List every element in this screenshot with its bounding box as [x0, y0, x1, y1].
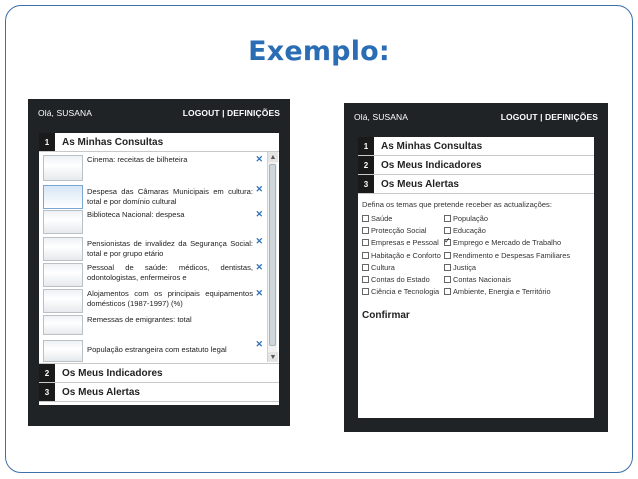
topic-checkbox-item[interactable] — [444, 251, 584, 260]
confirm-button[interactable]: Confirmar — [362, 310, 410, 322]
query-title: Remessas de emigrantes: total — [87, 315, 192, 324]
right-topbar — [344, 103, 608, 131]
logout-settings-links[interactable]: LOGOUT | DEFINIÇÕES — [182, 108, 280, 118]
list-item[interactable] — [43, 315, 261, 335]
query-title: Biblioteca Nacional: despesa — [87, 210, 185, 219]
list-item[interactable] — [43, 237, 261, 261]
topic-checkbox-item[interactable] — [362, 263, 444, 272]
topic-checkbox-item[interactable] — [362, 238, 444, 247]
checkbox[interactable] — [362, 227, 369, 234]
checkbox-checked[interactable] — [444, 239, 451, 246]
left-accordion — [39, 133, 279, 405]
topic-label: Cultura — [371, 262, 395, 272]
section-label: Os Meus Alertas — [381, 178, 459, 190]
checkbox[interactable] — [444, 252, 451, 259]
checkbox[interactable] — [362, 264, 369, 271]
section-label: As Minhas Consultas — [381, 140, 483, 152]
topic-label: Justiça — [453, 262, 477, 272]
chart-thumbnail — [43, 263, 83, 287]
alerts-form — [358, 194, 594, 323]
close-icon[interactable]: ✕ — [255, 154, 263, 164]
scroll-thumb[interactable] — [269, 164, 276, 346]
section-label: As Minhas Consultas — [62, 136, 164, 148]
topic-checkbox-item[interactable] — [444, 238, 584, 247]
topic-checkbox-item[interactable] — [444, 226, 584, 235]
topic-label: Contas do Estado — [371, 274, 430, 284]
chart-thumbnail — [43, 315, 83, 335]
topic-label: Ciência e Tecnologia — [371, 287, 440, 297]
section-my-queries[interactable] — [358, 137, 594, 156]
section-number: 2 — [358, 156, 374, 174]
list-item[interactable] — [43, 340, 261, 362]
list-item[interactable] — [43, 185, 261, 209]
close-icon[interactable]: ✕ — [255, 209, 263, 219]
checkbox[interactable] — [362, 276, 369, 283]
section-my-indicators[interactable] — [39, 364, 279, 383]
list-item[interactable] — [43, 289, 261, 313]
section-number: 2 — [39, 364, 55, 382]
section-my-alerts[interactable] — [39, 383, 279, 402]
topic-checkbox-item[interactable] — [444, 214, 584, 223]
query-title: População estrangeira com estatuto legal — [87, 345, 227, 354]
chart-thumbnail — [43, 155, 83, 181]
section-number: 3 — [358, 175, 374, 193]
close-icon[interactable]: ✕ — [255, 288, 263, 298]
topic-checkbox-item[interactable] — [362, 226, 444, 235]
right-accordion — [358, 137, 594, 418]
checkbox[interactable] — [362, 288, 369, 295]
topic-label: Habitação e Conforto — [371, 250, 441, 260]
chart-thumbnail — [43, 210, 83, 234]
topic-label: Educação — [453, 226, 486, 236]
topic-checkbox-item[interactable] — [362, 275, 444, 284]
close-icon[interactable]: ✕ — [255, 184, 263, 194]
checkbox[interactable] — [362, 239, 369, 246]
logout-settings-links[interactable]: LOGOUT | DEFINIÇÕES — [500, 112, 598, 122]
left-topbar — [28, 99, 290, 127]
topic-label: Protecção Social — [371, 226, 427, 236]
scroll-down-icon[interactable]: ▼ — [269, 353, 277, 361]
section-number: 1 — [39, 133, 55, 151]
section-my-indicators[interactable] — [358, 156, 594, 175]
scroll-up-icon[interactable]: ▲ — [269, 153, 277, 161]
user-greeting: Olá, SUSANA — [38, 108, 93, 118]
topic-label: População — [453, 214, 488, 223]
close-icon[interactable]: ✕ — [255, 236, 263, 246]
topic-label: Ambiente, Energia e Território — [453, 287, 551, 297]
checkbox[interactable] — [444, 288, 451, 295]
topic-label: Contas Nacionais — [453, 274, 511, 284]
checkbox[interactable] — [444, 215, 451, 222]
list-item[interactable] — [43, 155, 261, 181]
right-panel — [344, 103, 608, 432]
query-title: Despesa das Câmaras Municipais em cultura: total e por domínio cultural — [87, 187, 253, 207]
chart-thumbnail — [43, 185, 83, 209]
topic-checkbox-item[interactable] — [362, 251, 444, 260]
topic-checkbox-item[interactable] — [362, 214, 444, 223]
topic-checkbox-item[interactable] — [444, 287, 584, 296]
section-number: 1 — [358, 137, 374, 155]
topic-checkbox-item[interactable] — [444, 275, 584, 284]
chart-thumbnail — [43, 289, 83, 313]
topic-label: Emprego e Mercado de Trabalho — [453, 238, 562, 248]
left-panel — [28, 99, 290, 426]
checkbox[interactable] — [444, 227, 451, 234]
section-my-queries[interactable] — [39, 133, 279, 152]
topic-label: Empresas e Pessoal — [371, 238, 439, 248]
query-title: Pessoal de saúde: médicos, dentistas, odontologistas, enfermeiros e — [87, 263, 253, 283]
query-title: Cinema: receitas de bilheteira — [87, 155, 188, 164]
section-number: 3 — [39, 383, 55, 401]
close-icon[interactable]: ✕ — [255, 339, 263, 349]
topic-checkbox-item[interactable] — [362, 287, 444, 296]
section-my-alerts[interactable] — [358, 175, 594, 194]
topic-checkbox-item[interactable] — [444, 263, 584, 272]
alerts-intro: Defina os temas que pretende receber as actualizações: — [362, 200, 552, 209]
query-title: Pensionistas de invalidez da Segurança Social: total e por grupo etário — [87, 239, 253, 259]
chart-thumbnail — [43, 237, 83, 261]
checkbox[interactable] — [362, 215, 369, 222]
user-greeting: Olá, SUSANA — [354, 112, 409, 122]
slide-title: Exemplo: — [248, 36, 390, 67]
close-icon[interactable]: ✕ — [255, 262, 263, 272]
checkbox[interactable] — [362, 252, 369, 259]
topic-label: Rendimento e Despesas Familiares — [453, 250, 571, 260]
topics-grid — [362, 214, 590, 296]
checkbox[interactable] — [444, 276, 451, 283]
list-item[interactable] — [43, 210, 261, 234]
checkbox[interactable] — [444, 264, 451, 271]
section-label: Os Meus Alertas — [62, 386, 140, 398]
query-title: Alojamentos com os principais equipamentos domésticos (1987-1997) (%) — [87, 289, 253, 309]
chart-thumbnail — [43, 340, 83, 362]
list-item[interactable] — [43, 263, 261, 287]
queries-list — [39, 152, 279, 364]
topic-label: Saúde — [371, 214, 393, 223]
list-scrollbar[interactable] — [267, 152, 277, 362]
section-label: Os Meus Indicadores — [381, 159, 482, 171]
section-label: Os Meus Indicadores — [62, 367, 163, 379]
